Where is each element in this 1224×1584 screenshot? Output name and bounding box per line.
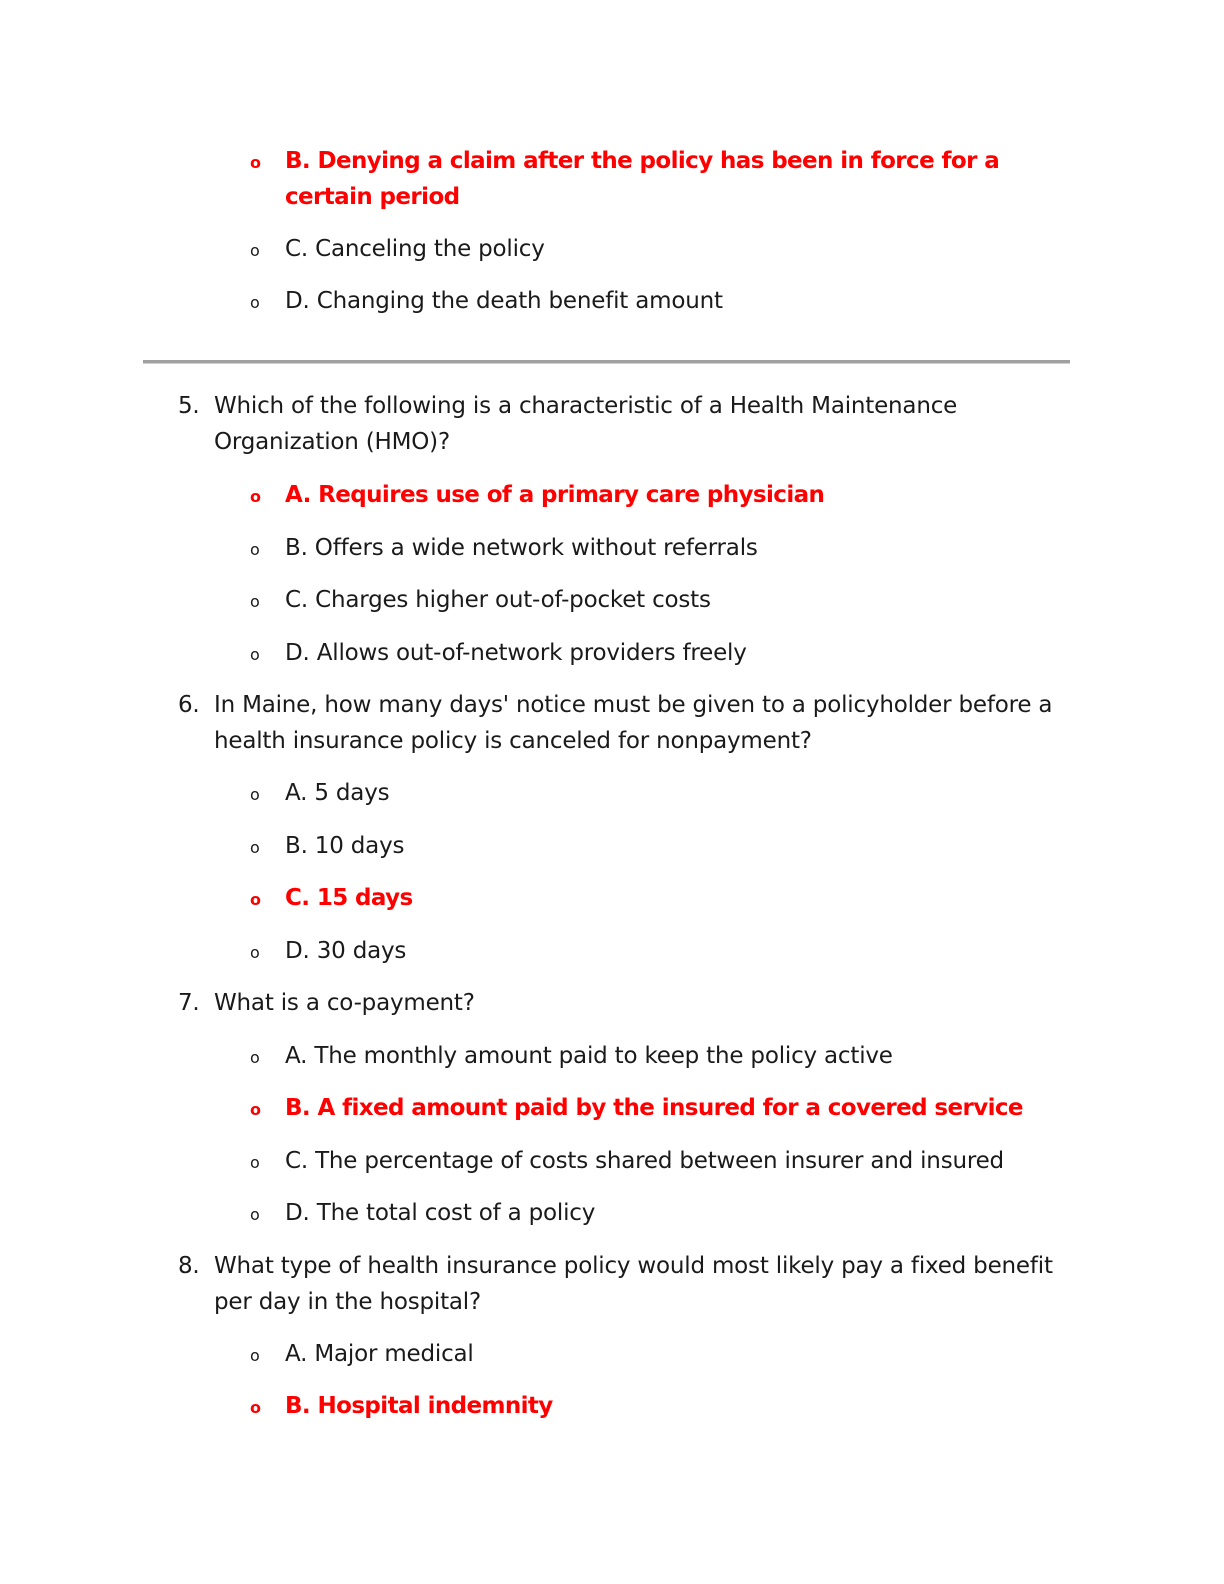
option-text: B. 10 days [285, 833, 405, 859]
bullet-icon: o [250, 1398, 261, 1417]
bullet-icon: o [250, 890, 261, 909]
bullet-icon: o [250, 1048, 260, 1067]
option-text: B. A fixed amount paid by the insured for a covered service [285, 1095, 1023, 1121]
bullet-icon: o [250, 1100, 261, 1119]
bullet-icon: o [250, 645, 260, 664]
option-text: A. The monthly amount paid to keep the policy active [285, 1043, 893, 1069]
question-number: 7. [178, 990, 200, 1016]
option-text: D. Changing the death benefit amount [285, 288, 723, 314]
option-text: B. Offers a wide network without referrals [285, 535, 758, 561]
question-number: 6. [178, 692, 200, 718]
bullet-icon: o [250, 943, 260, 962]
option-text: A. 5 days [285, 780, 390, 806]
option-text: C. Charges higher out-of-pocket costs [285, 587, 711, 613]
option-text: D. Allows out-of-network providers freely [285, 640, 747, 666]
question-text: What type of health insurance policy would most likely pay a fixed benefit per day in the hospital? [214, 1253, 1053, 1315]
question-text: In Maine, how many days' notice must be given to a policyholder before a health insurance policy is canceled for nonpayment? [214, 692, 1053, 754]
bullet-icon: o [250, 1346, 260, 1365]
bullet-icon: o [250, 293, 260, 312]
option-text: C. The percentage of costs shared between insurer and insured [285, 1148, 1004, 1174]
bullet-icon: o [250, 540, 260, 559]
question-number: 8. [178, 1253, 200, 1279]
bullet-icon: o [250, 785, 260, 804]
bullet-icon: o [250, 1153, 260, 1172]
question-number: 5. [178, 393, 200, 419]
option-text: D. 30 days [285, 938, 407, 964]
bullet-icon: o [250, 1205, 260, 1224]
option-text: C. 15 days [285, 885, 413, 911]
bullet-icon: o [250, 592, 260, 611]
option-text: C. Canceling the policy [285, 236, 545, 262]
bullet-icon: o [250, 153, 261, 172]
bullet-icon: o [250, 838, 260, 857]
bullet-icon: o [250, 487, 261, 506]
option-text: A. Major medical [285, 1341, 474, 1367]
bullet-icon: o [250, 241, 260, 260]
option-text: D. The total cost of a policy [285, 1200, 596, 1226]
question-text: Which of the following is a characteristic of a Health Maintenance Organization (HMO)? [214, 393, 958, 455]
question-text: What is a co-payment? [214, 990, 475, 1016]
option-text: A. Requires use of a primary care physician [285, 482, 825, 508]
option-text: B. Hospital indemnity [285, 1393, 553, 1419]
horizontal-rule [143, 360, 1070, 364]
option-text: B. Denying a claim after the policy has been in force for a certain period [285, 148, 1000, 210]
